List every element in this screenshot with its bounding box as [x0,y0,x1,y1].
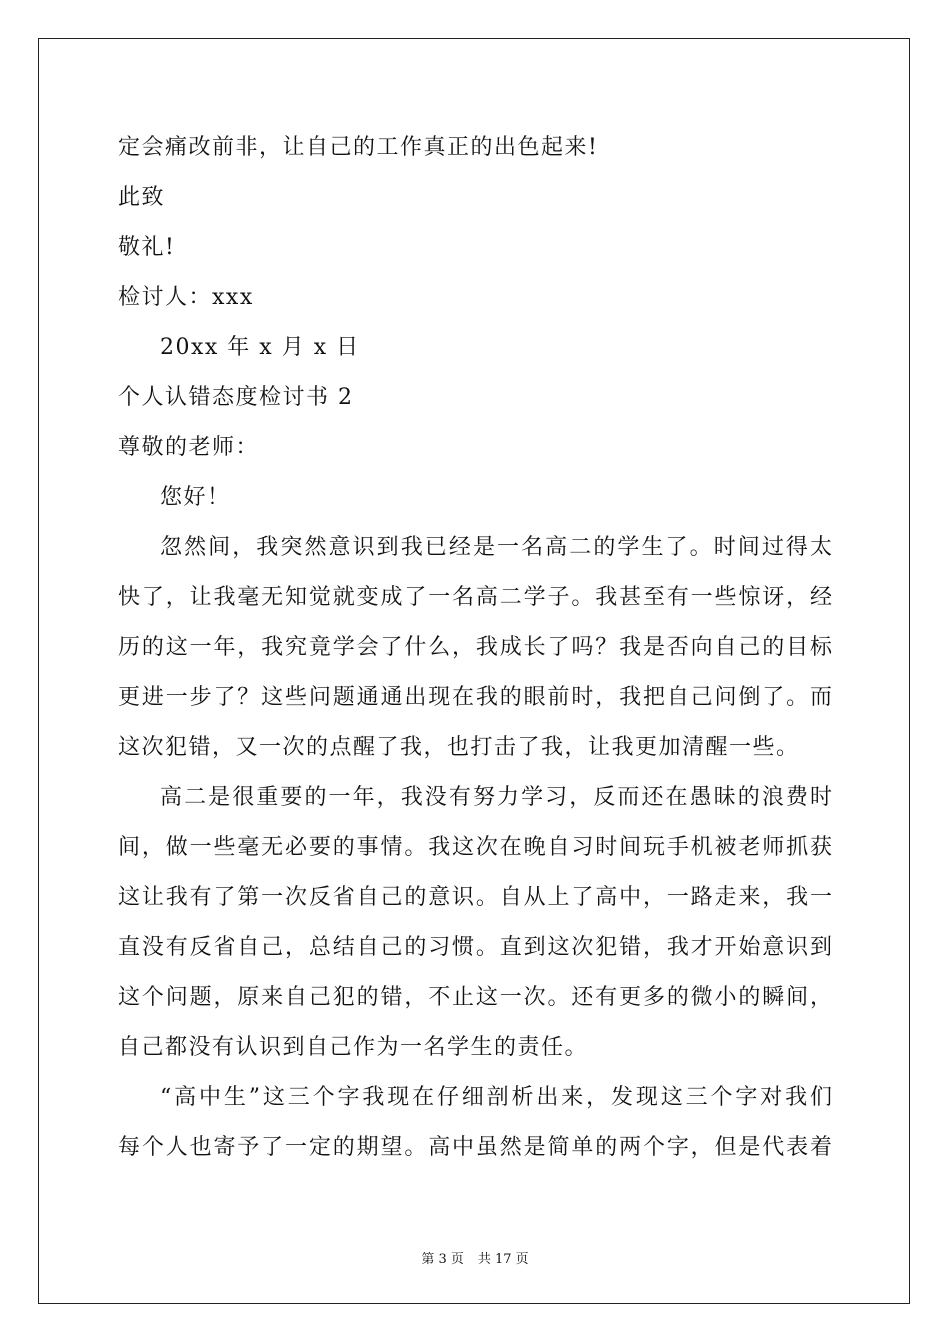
paragraph-2-line-5: 这个问题，原来自己犯的错，不止这一次。还有更多的微小的瞬间， [118,985,832,1010]
paragraph-1-line-1: 忽然间，我突然意识到我已经是一名高二的学生了。时间过得太 [160,535,832,560]
page-footer [0,1248,950,1267]
signature-line: 检讨人：xxx [118,285,254,310]
paragraph-1-line-5: 这次犯错，又一次的点醒了我，也打击了我，让我更加清醒一些。 [118,735,800,760]
salutation-cizhi: 此致 [118,185,166,210]
salutation-jingli: 敬礼! [118,235,176,260]
paragraph-2-line-2: 间，做一些毫无必要的事情。我这次在晚自习时间玩手机被老师抓获 [118,835,832,860]
section-title: 个人认错态度检讨书 2 [118,385,354,410]
date-line: 20xx 年 x 月 x 日 [160,335,360,360]
greeting-hello: 您好！ [160,485,231,510]
paragraph-2-line-1: 高二是很重要的一年，我没有努力学习，反而还在愚昧的浪费时 [160,785,832,810]
paragraph-2-line-4: 直没有反省自己，总结自己的习惯。直到这次犯错，我才开始意识到 [118,935,832,960]
paragraph-2-line-3: 这让我有了第一次反省自己的意识。自从上了高中，一路走来，我一 [118,885,832,910]
paragraph-1-line-2: 快了，让我毫无知觉就变成了一名高二学子。我甚至有一些惊讶，经 [118,585,832,610]
page-number: 第 3 页 [421,1252,464,1267]
paragraph-1-line-4: 更进一步了？这些问题通通出现在我的眼前时，我把自己问倒了。而 [118,685,832,710]
greeting-addressee: 尊敬的老师： [118,435,260,460]
page-total: 共 17 页 [477,1252,529,1267]
paragraph-3-line-2: 每个人也寄予了一定的期望。高中虽然是简单的两个字，但是代表着 [118,1135,832,1160]
page-border [38,38,910,1304]
text-line-closing: 定会痛改前非，让自己的工作真正的出色起来! [118,135,599,160]
paragraph-1-line-3: 历的这一年，我究竟学会了什么，我成长了吗？我是否向自己的目标 [118,635,832,660]
paragraph-2-line-6: 自己都没有认识到自己作为一名学生的责任。 [118,1035,589,1060]
paragraph-3-line-1: “高中生”这三个字我现在仔细剖析出来，发现这三个字对我们 [160,1085,832,1110]
